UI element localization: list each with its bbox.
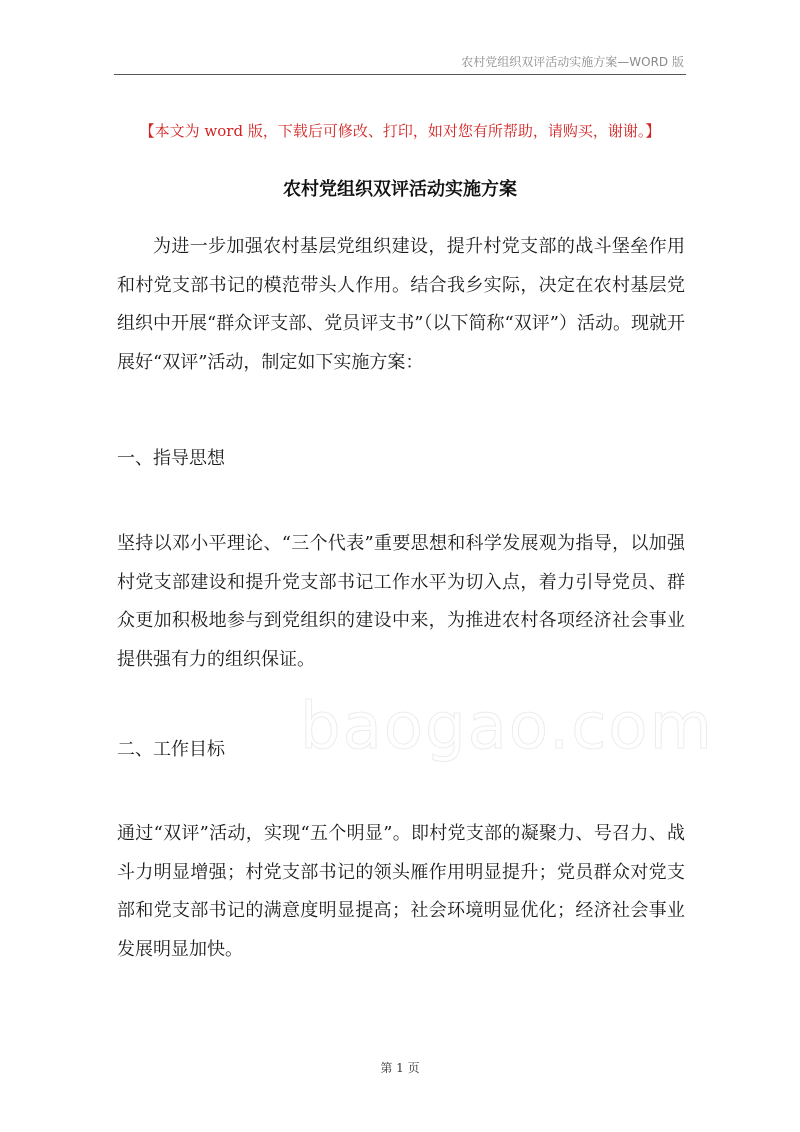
document-title: 农村党组织双评活动实施方案: [283, 179, 517, 200]
download-notice: 【本文为 word 版，下载后可修改、打印，如对您有所帮助，请购买，谢谢。】: [139, 122, 661, 140]
intro-paragraph: 为进一步加强农村基层党组织建设，提升村党支部的战斗堡垒作用和村党支部书记的模范带头人作用。结合我乡实际，决定在农村基层党组织中开展“群众评支部、党员评支书”（以下简称“双评”）活动。现就开展好“双评”活动，制定如下实施方案：: [117, 236, 685, 373]
header-divider: [114, 74, 686, 75]
running-header: 农村党组织双评活动实施方案—WORD 版: [461, 55, 684, 69]
page-number: 第 1 页: [380, 1061, 420, 1075]
watermark: baogao.com: [300, 690, 714, 764]
section-body-work-goals: 通过“双评”活动，实现“五个明显”。即村党支部的凝聚力、号召力、战斗力明显增强；村党支部书记的领头雁作用明显提升；党员群众对党支部和党支部书记的满意度明显提高；社会环境明显优化；经济社会事业发展明显加快。: [117, 823, 685, 960]
section-heading-guiding-ideology: 一、指导思想: [117, 448, 225, 469]
section-heading-work-goals: 二、工作目标: [117, 739, 225, 760]
section-body-guiding-ideology: 坚持以邓小平理论、“三个代表”重要思想和科学发展观为指导，以加强村党支部建设和提升党支部书记工作水平为切入点，着力引导党员、群众更加积极地参与到党组织的建设中来，为推进农村各项经济社会事业提供强有力的组织保证。: [117, 533, 685, 670]
